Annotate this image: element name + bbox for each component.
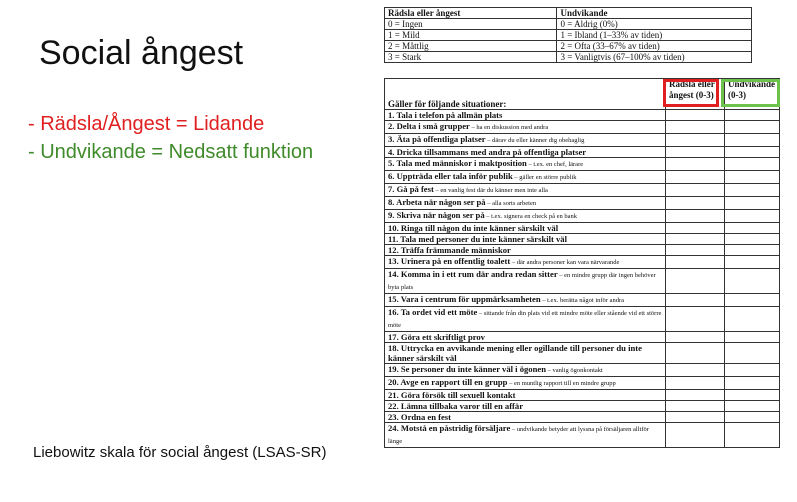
situation-text: 18. Uttrycka en avvikande mening eller ogillande till personer du inte känner särskilt väl (388, 343, 642, 363)
situation-text: 16. Ta ordet vid ett möte (388, 307, 478, 317)
avoidance-score-cell[interactable] (725, 332, 780, 343)
fear-column-highlight (663, 79, 719, 107)
situation-note: – t.ex. en chef, lärare (526, 161, 584, 168)
situation-item (385, 256, 666, 269)
fear-score-cell[interactable] (666, 294, 725, 307)
table-row (385, 223, 780, 234)
bullet-avoidance-impairment: - Undvikande = Nedsatt funktion (28, 141, 314, 163)
situation-text: 6. Uppträda eller tala inför publik (388, 171, 513, 181)
legend-cell: 0 = Ingen (385, 19, 557, 30)
situation-item (385, 294, 666, 307)
situation-item (385, 234, 666, 245)
fear-score-cell[interactable] (666, 256, 725, 269)
fear-column-header: Rädsla eller ångest (0-3) (666, 79, 725, 110)
situation-item (385, 110, 666, 121)
situation-note: – en mindre grupp där ingen behöver byta plats (388, 272, 656, 291)
fear-score-cell[interactable] (666, 134, 725, 147)
avoidance-score-cell[interactable] (725, 269, 780, 294)
situation-item (385, 134, 666, 147)
situation-note: – t.ex. berätta något inför andra (540, 297, 625, 304)
situation-item (385, 121, 666, 134)
situation-text: 5. Tala med människor i maktposition (388, 158, 527, 168)
table-row (385, 110, 780, 121)
table-row (385, 134, 780, 147)
situation-note: – gäller en större publik (512, 174, 577, 181)
avoidance-score-cell[interactable] (725, 294, 780, 307)
fear-score-cell[interactable] (666, 307, 725, 332)
situation-note: – vanlig ögonkontakt (545, 367, 603, 374)
avoidance-score-cell[interactable] (725, 364, 780, 377)
avoidance-column-header: Undvikande (0-3) (725, 79, 780, 110)
table-row (385, 121, 780, 134)
situation-note: – därav du eller känner dig obehaglig (485, 137, 585, 144)
situation-item (385, 197, 666, 210)
situation-item (385, 401, 666, 412)
situation-text: 24. Motstå en påstridig försäljare (388, 423, 511, 433)
avoidance-score-cell[interactable] (725, 412, 780, 423)
table-row (385, 245, 780, 256)
situation-item (385, 423, 666, 448)
situation-text: 4. Dricka tillsammans med andra på offentliga platser (388, 147, 587, 157)
situation-item (385, 377, 666, 390)
rating-legend-table (384, 7, 752, 63)
avoidance-score-cell[interactable] (725, 210, 780, 223)
avoidance-score-cell[interactable] (725, 343, 780, 364)
table-row (385, 158, 780, 171)
avoidance-score-cell[interactable] (725, 158, 780, 171)
fear-score-cell[interactable] (666, 269, 725, 294)
legend-row (385, 41, 752, 52)
table-row (385, 423, 780, 448)
avoidance-score-cell[interactable] (725, 110, 780, 121)
avoidance-column-highlight (721, 79, 780, 107)
fear-score-cell[interactable] (666, 121, 725, 134)
situation-text: 20. Avge en rapport till en grupp (388, 377, 508, 387)
table-row (385, 234, 780, 245)
avoidance-score-cell[interactable] (725, 171, 780, 184)
fear-score-cell[interactable] (666, 171, 725, 184)
avoidance-score-cell[interactable] (725, 134, 780, 147)
avoidance-score-cell[interactable] (725, 423, 780, 448)
situation-text: 7. Gå på fest (388, 184, 434, 194)
situation-item (385, 223, 666, 234)
situation-item (385, 343, 666, 364)
legend-cell: 1 = Ibland (1–33% av tiden) (557, 30, 752, 41)
situation-note: – sittande från din plats vid ett mindre möte eller stående vid ett större möte (388, 310, 662, 329)
situation-item (385, 269, 666, 294)
legend-header-row (385, 8, 752, 19)
situation-text: 10. Ringa till någon du inte känner särskilt väl (388, 223, 559, 233)
bullet-fear-suffering: - Rädsla/Ångest = Lidande (28, 113, 265, 135)
fear-score-cell[interactable] (666, 390, 725, 401)
avoidance-score-cell[interactable] (725, 184, 780, 197)
fear-score-cell[interactable] (666, 147, 725, 158)
lsas-items-table (384, 78, 780, 448)
situation-item (385, 245, 666, 256)
table-row (385, 256, 780, 269)
situation-item (385, 147, 666, 158)
situation-note: – undvikande betyder att lyssna på försäljaren alltför länge (388, 426, 649, 445)
situation-note: – t.ex. signera en check på en bank (484, 213, 578, 220)
table-row (385, 269, 780, 294)
situation-note: – där andra personer kan vara närvarande (510, 259, 620, 266)
fear-score-cell[interactable] (666, 423, 725, 448)
avoidance-score-cell[interactable] (725, 197, 780, 210)
fear-score-cell[interactable] (666, 332, 725, 343)
legend-header-fear: Rädsla eller ångest (385, 8, 557, 19)
legend-row (385, 52, 752, 63)
legend-cell: 2 = Måttlig (385, 41, 557, 52)
situation-text: 8. Arbeta när någon ser på (388, 197, 486, 207)
situation-text: 23. Ordna en fest (388, 412, 452, 422)
situation-text: 19. Se personer du inte känner väl i ögonen (388, 364, 546, 374)
table-row (385, 390, 780, 401)
situation-text: 1. Tala i telefon på allmän plats (388, 110, 503, 120)
situation-note: – en muntlig rapport till en mindre grupp (507, 380, 616, 387)
situation-text: 14. Komma in i ett rum där andra redan sitter (388, 269, 558, 279)
situation-text: 2. Delta i små grupper (388, 121, 470, 131)
table-row (385, 197, 780, 210)
table-row (385, 147, 780, 158)
situation-item (385, 412, 666, 423)
situation-item (385, 158, 666, 171)
fear-score-cell[interactable] (666, 197, 725, 210)
table-row (385, 377, 780, 390)
avoidance-score-cell[interactable] (725, 377, 780, 390)
legend-cell: 0 = Aldrig (0%) (557, 19, 752, 30)
fear-score-cell[interactable] (666, 377, 725, 390)
situation-item (385, 210, 666, 223)
situation-item (385, 307, 666, 332)
situation-note: – alla sorts arbeten (485, 200, 537, 207)
legend-header-avoid: Undvikande (557, 8, 752, 19)
situation-text: 12. Träffa främmande människor (388, 245, 511, 255)
fear-score-cell[interactable] (666, 364, 725, 377)
table-row (385, 184, 780, 197)
scale-caption: Liebowitz skala för social ångest (LSAS-SR) (33, 444, 327, 461)
situation-text: 3. Äta på offentliga platser (388, 134, 486, 144)
avoidance-score-cell[interactable] (725, 256, 780, 269)
avoidance-score-cell[interactable] (725, 121, 780, 134)
table-row (385, 401, 780, 412)
situation-text: 9. Skriva när någon ser på (388, 210, 485, 220)
avoidance-score-cell[interactable] (725, 147, 780, 158)
fear-score-cell[interactable] (666, 401, 725, 412)
legend-cell: 2 = Ofta (33–67% av tiden) (557, 41, 752, 52)
fear-score-cell[interactable] (666, 158, 725, 171)
avoidance-score-cell[interactable] (725, 307, 780, 332)
situation-item (385, 390, 666, 401)
legend-row (385, 30, 752, 41)
legend-row (385, 19, 752, 30)
fear-score-cell[interactable] (666, 223, 725, 234)
legend-cell: 1 = Mild (385, 30, 557, 41)
situation-text: 15. Vara i centrum för uppmärksamheten (388, 294, 541, 304)
slide-title: Social ångest (39, 34, 244, 72)
fear-score-cell[interactable] (666, 110, 725, 121)
avoidance-score-cell[interactable] (725, 401, 780, 412)
situation-note: – ha en diskussion med andra (469, 124, 549, 131)
avoidance-score-cell[interactable] (725, 223, 780, 234)
situation-text: 13. Urinera på en offentlig toalett (388, 256, 511, 266)
table-row (385, 307, 780, 332)
situations-heading: Gäller för följande situationer: (385, 79, 666, 110)
table-row (385, 210, 780, 223)
situation-item (385, 171, 666, 184)
situation-note: – en vanlig fest där du känner men inte alla (433, 187, 548, 194)
avoidance-score-cell[interactable] (725, 245, 780, 256)
situation-item (385, 332, 666, 343)
situation-text: 17. Göra ett skriftligt prov (388, 332, 485, 342)
situation-text: 22. Lämna tillbaka varor till en affär (388, 401, 524, 411)
fear-score-cell[interactable] (666, 412, 725, 423)
table-row (385, 332, 780, 343)
table-row (385, 343, 780, 364)
legend-cell: 3 = Vanligtvis (67–100% av tiden) (557, 52, 752, 63)
table-row (385, 412, 780, 423)
situation-item (385, 364, 666, 377)
fear-score-cell[interactable] (666, 184, 725, 197)
fear-score-cell[interactable] (666, 343, 725, 364)
fear-score-cell[interactable] (666, 234, 725, 245)
table-row (385, 294, 780, 307)
avoidance-score-cell[interactable] (725, 234, 780, 245)
avoidance-score-cell[interactable] (725, 390, 780, 401)
situation-item (385, 184, 666, 197)
table-row (385, 364, 780, 377)
table-row (385, 171, 780, 184)
fear-score-cell[interactable] (666, 245, 725, 256)
situation-text: 21. Göra försök till sexuell kontakt (388, 390, 516, 400)
legend-cell: 3 = Stark (385, 52, 557, 63)
situation-text: 11. Tala med personer du inte känner särskilt väl (388, 234, 567, 244)
fear-score-cell[interactable] (666, 210, 725, 223)
